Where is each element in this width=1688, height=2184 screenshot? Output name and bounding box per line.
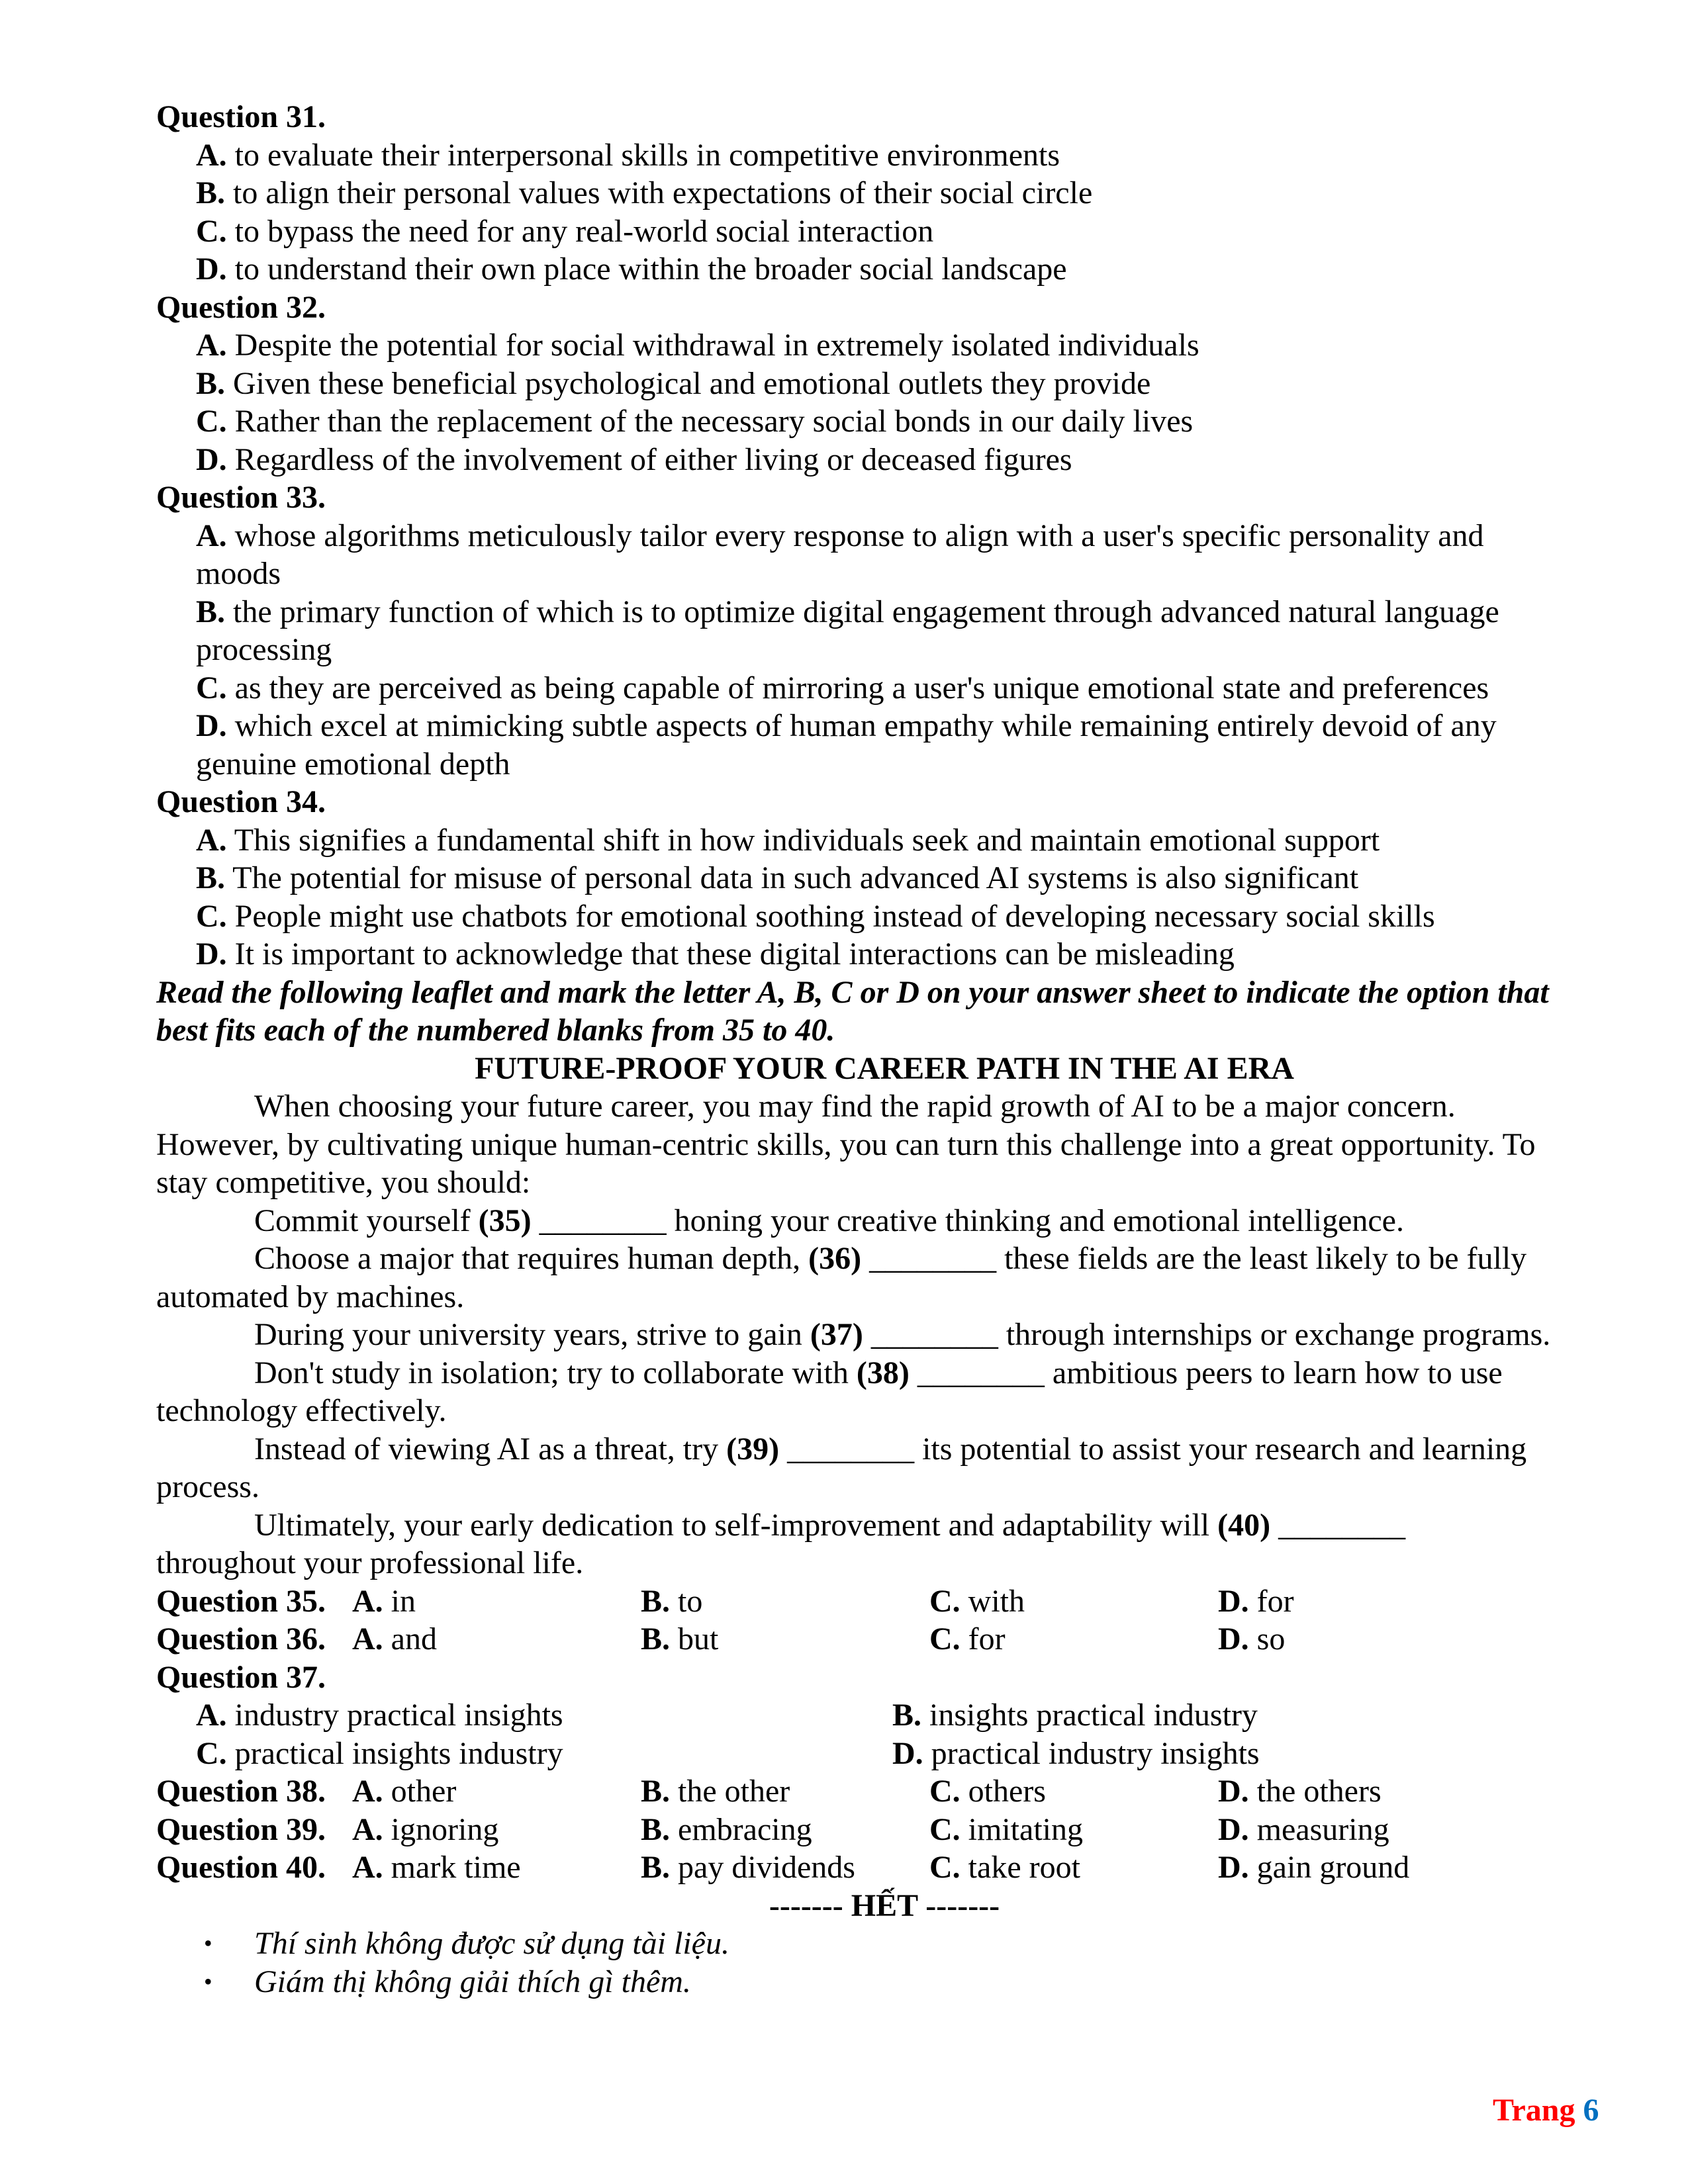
question-40-option-c (929, 1848, 1218, 1887)
option-text: for (960, 1621, 1006, 1657)
option-letter: D. (196, 708, 227, 743)
question-38-title: Question 38. (156, 1774, 326, 1809)
option-letter: D. (1218, 1774, 1249, 1809)
option-text: ignoring (383, 1811, 499, 1847)
question-33-option-d (156, 707, 1613, 745)
question-39 (156, 1811, 1613, 1849)
question-33-title: Question 33. (156, 480, 326, 515)
option-letter: A. (352, 1621, 383, 1657)
option-letter: C. (929, 1811, 961, 1847)
option-text: measuring (1248, 1811, 1389, 1847)
question-36-option-c (929, 1620, 1218, 1659)
item-text: honing your creative thinking and emotional intelligence. (674, 1203, 1404, 1238)
question-37-title: Question 37. (156, 1659, 326, 1695)
blank-number-37: (37) (810, 1317, 863, 1352)
option-text: The potential for misuse of personal data in such advanced AI systems is also significant (225, 860, 1359, 895)
option-letter: D. (1218, 1621, 1249, 1657)
end-marker: ------- HẾT ------- (769, 1888, 1000, 1923)
leaflet-item-40 (156, 1506, 1613, 1545)
question-33-option-b (156, 593, 1613, 631)
question-32-option-a (156, 326, 1613, 365)
option-letter: B. (196, 175, 226, 210)
option-letter: D. (1218, 1850, 1249, 1885)
question-31-option-b (156, 174, 1613, 212)
question-40-option-b (641, 1848, 929, 1887)
question-34-option-b (156, 859, 1613, 897)
option-letter: D. (892, 1735, 923, 1771)
question-32-option-b (156, 365, 1613, 403)
question-38 (156, 1772, 1613, 1811)
option-text: so (1248, 1621, 1286, 1657)
question-32-option-c (156, 402, 1613, 441)
question-40-title: Question 40. (156, 1850, 326, 1885)
question-33-option-a (156, 517, 1613, 555)
leaflet-item-39-continued: process. (156, 1469, 259, 1504)
item-text: Choose a major that requires human depth, (254, 1241, 809, 1276)
option-text: but (670, 1621, 719, 1657)
option-text: gain ground (1248, 1850, 1410, 1885)
option-text: practical insights industry (226, 1735, 563, 1771)
option-letter: B. (196, 860, 226, 895)
question-36-option-d (1218, 1620, 1483, 1659)
question-35-option-c (929, 1582, 1218, 1621)
option-letter: A. (196, 822, 227, 858)
leaflet-item-38-continued: technology effectively. (156, 1393, 447, 1428)
leaflet-item-39 (156, 1430, 1613, 1469)
option-text: It is important to acknowledge that these digital interactions can be misleading (226, 936, 1235, 972)
question-39-option-d (1218, 1811, 1483, 1849)
option-letter: D. (196, 936, 227, 972)
leaflet-item-36 (156, 1240, 1613, 1278)
option-text: whose algorithms meticulously tailor every response to align with a user's specific personality and (226, 518, 1484, 553)
blank-number-36: (36) (808, 1241, 862, 1276)
note-text: Thí sinh không được sử dụng tài liệu. (254, 1926, 729, 1961)
item-text: Ultimately, your early dedication to self-improvement and adaptability will (254, 1507, 1218, 1543)
question-34-option-a (156, 821, 1613, 860)
item-text: these fields are the least likely to be fully (1004, 1241, 1527, 1276)
question-33-option-a-continued: moods (196, 556, 281, 591)
item-text: its potential to assist your research and learning (922, 1431, 1527, 1467)
option-letter: B. (641, 1621, 671, 1657)
question-34-option-c (156, 897, 1613, 936)
option-letter: B. (641, 1811, 671, 1847)
item-text: Instead of viewing AI as a threat, try (254, 1431, 727, 1467)
question-37-option-c (196, 1735, 892, 1773)
question-37-row-2 (156, 1735, 1613, 1773)
question-40 (156, 1848, 1613, 1887)
option-letter: B. (196, 594, 226, 629)
leaflet-title: FUTURE-PROOF YOUR CAREER PATH IN THE AI ERA (475, 1050, 1294, 1086)
option-letter: B. (196, 365, 226, 401)
leaflet-item-38 (156, 1354, 1613, 1392)
option-text: industry practical insights (226, 1698, 563, 1733)
blank-number-40: (40) (1217, 1507, 1271, 1543)
option-text: for (1248, 1583, 1294, 1619)
blank-number-38: (38) (856, 1355, 910, 1390)
option-text: to (670, 1583, 703, 1619)
page-number-footer (1493, 2091, 1599, 2130)
option-text: to understand their own place within the broader social landscape (226, 251, 1067, 287)
option-letter: C. (929, 1850, 961, 1885)
question-34-option-d (156, 935, 1613, 974)
option-letter: A. (352, 1583, 383, 1619)
blank-39: ________ (779, 1431, 923, 1467)
question-31-option-c (156, 212, 1613, 251)
question-35-option-a (352, 1582, 641, 1621)
question-38-option-d (1218, 1772, 1483, 1811)
question-31-option-a (156, 136, 1613, 175)
question-36-option-b (641, 1620, 929, 1659)
option-letter: A. (196, 328, 227, 363)
question-37-option-d (892, 1735, 1260, 1773)
leaflet-intro-line-1: When choosing your future career, you may find the rapid growth of AI to be a major concern. (254, 1089, 1456, 1124)
question-35-option-d (1218, 1582, 1483, 1621)
question-36-title: Question 36. (156, 1621, 326, 1657)
question-38-option-a (352, 1772, 641, 1811)
option-text: take root (960, 1850, 1080, 1885)
option-text: insights practical industry (921, 1698, 1258, 1733)
question-35-option-b (641, 1582, 929, 1621)
option-letter: C. (196, 404, 227, 439)
option-letter: C. (929, 1621, 961, 1657)
option-text: the primary function of which is to optimize digital engagement through advanced natural language (225, 594, 1499, 629)
question-37-option-a (196, 1696, 892, 1735)
leaflet-item-40-continued: throughout your professional life. (156, 1545, 584, 1580)
option-text: Given these beneficial psychological and emotional outlets they provide (225, 365, 1151, 401)
option-text: to align their personal values with expectations of their social circle (225, 175, 1093, 210)
option-text: other (383, 1774, 457, 1809)
option-text: This signifies a fundamental shift in how individuals seek and maintain emotional support (226, 822, 1380, 858)
option-text: with (960, 1583, 1025, 1619)
question-40-option-d (1218, 1848, 1483, 1887)
blank-number-35: (35) (478, 1203, 532, 1238)
question-33-option-c (156, 669, 1613, 707)
question-39-option-b (641, 1811, 929, 1849)
option-text: the others (1248, 1774, 1382, 1809)
option-letter: C. (196, 1735, 227, 1771)
question-31-title: Question 31. (156, 99, 326, 134)
question-33-option-b-continued: processing (196, 632, 332, 667)
leaflet-item-36-continued: automated by machines. (156, 1279, 465, 1314)
option-text: to bypass the need for any real-world social interaction (226, 213, 934, 249)
question-32-option-d (156, 441, 1613, 479)
blank-37: ________ (863, 1317, 1006, 1352)
option-letter: D. (196, 441, 227, 477)
blank-38: ________ (909, 1355, 1053, 1390)
leaflet-item-37 (156, 1316, 1613, 1354)
option-letter: A. (352, 1850, 383, 1885)
bullet-icon: • (204, 1930, 212, 1956)
bullet-icon: • (204, 1968, 212, 1995)
question-37-row-1 (156, 1696, 1613, 1735)
option-text: imitating (960, 1811, 1083, 1847)
blank-36: ________ (861, 1241, 1005, 1276)
option-text: mark time (383, 1850, 521, 1885)
option-text: practical industry insights (923, 1735, 1260, 1771)
option-letter: C. (196, 213, 227, 249)
question-36 (156, 1620, 1613, 1659)
option-letter: A. (196, 1698, 227, 1733)
option-text: others (960, 1774, 1046, 1809)
option-letter: A. (196, 137, 227, 173)
section-instruction-line-1: Read the following leaflet and mark the letter A, B, C or D on your answer sheet to indicate the option that (156, 974, 1549, 1010)
option-text: as they are perceived as being capable of mirroring a user's unique emotional state and preferences (226, 670, 1489, 705)
question-40-option-a (352, 1848, 641, 1887)
blank-40: ________ (1270, 1507, 1406, 1543)
option-letter: D. (1218, 1583, 1249, 1619)
leaflet-item-35 (156, 1202, 1613, 1240)
option-text: Regardless of the involvement of either living or deceased figures (226, 441, 1072, 477)
leaflet-intro-line-2: However, by cultivating unique human-centric skills, you can turn this challenge into a great opportunity. To (156, 1126, 1536, 1162)
item-text: through internships or exchange programs. (1006, 1317, 1551, 1352)
question-34-title: Question 34. (156, 784, 326, 819)
option-text: which excel at mimicking subtle aspects of human empathy while remaining entirely devoid of any (226, 708, 1497, 743)
option-letter: C. (196, 670, 227, 705)
option-text: to evaluate their interpersonal skills in competitive environments (226, 137, 1060, 173)
question-32-title: Question 32. (156, 289, 326, 325)
question-35-title: Question 35. (156, 1583, 326, 1619)
question-37-option-b (892, 1696, 1258, 1735)
option-text: the other (670, 1774, 790, 1809)
question-39-option-a (352, 1811, 641, 1849)
option-text: in (383, 1583, 416, 1619)
item-text: During your university years, strive to gain (254, 1317, 810, 1352)
option-letter: A. (196, 518, 227, 553)
question-36-option-a (352, 1620, 641, 1659)
question-39-option-c (929, 1811, 1218, 1849)
option-letter: C. (929, 1774, 961, 1809)
option-text: Rather than the replacement of the necessary social bonds in our daily lives (226, 404, 1194, 439)
question-38-option-b (641, 1772, 929, 1811)
option-letter: B. (641, 1774, 671, 1809)
option-letter: B. (892, 1698, 922, 1733)
option-letter: C. (929, 1583, 961, 1619)
page-label: Trang (1493, 2093, 1575, 2128)
option-letter: A. (352, 1811, 383, 1847)
note-item (156, 1963, 1613, 2001)
option-text: People might use chatbots for emotional soothing instead of developing necessary social skills (226, 898, 1435, 934)
question-35 (156, 1582, 1613, 1621)
option-letter: C. (196, 898, 227, 934)
item-text: ambitious peers to learn how to use (1052, 1355, 1503, 1390)
option-letter: B. (641, 1583, 671, 1619)
option-letter: D. (196, 251, 227, 287)
section-instruction-line-2: best fits each of the numbered blanks from 35 to 40. (156, 1013, 835, 1048)
blank-number-39: (39) (726, 1431, 780, 1467)
note-text: Giám thị không giải thích gì thêm. (254, 1964, 691, 1999)
option-text: Despite the potential for social withdrawal in extremely isolated individuals (226, 328, 1199, 363)
note-item (156, 1925, 1613, 1963)
page-number: 6 (1583, 2093, 1599, 2128)
question-33-option-d-continued: genuine emotional depth (196, 746, 510, 782)
item-text: Commit yourself (254, 1203, 479, 1238)
exam-notes (156, 1925, 1613, 2001)
exam-page (156, 98, 1613, 2001)
blank-35: ________ (531, 1203, 675, 1238)
question-31-option-d (156, 250, 1613, 289)
option-letter: D. (1218, 1811, 1249, 1847)
leaflet-intro-line-3: stay competitive, you should: (156, 1165, 531, 1200)
option-letter: B. (641, 1850, 671, 1885)
item-text: Don't study in isolation; try to collaborate with (254, 1355, 857, 1390)
question-38-option-c (929, 1772, 1218, 1811)
option-text: and (383, 1621, 437, 1657)
option-text: embracing (670, 1811, 812, 1847)
option-text: pay dividends (670, 1850, 855, 1885)
question-39-title: Question 39. (156, 1811, 326, 1847)
option-letter: A. (352, 1774, 383, 1809)
